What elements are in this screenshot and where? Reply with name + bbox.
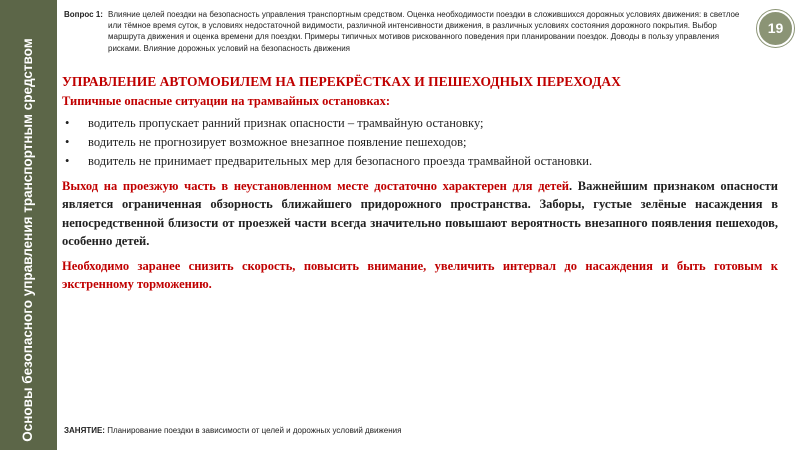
question-text: Влияние целей поездки на безопасность управления транспортным средством. Оценка необходимости поездки в сложившихся дорожных условиях движения: в светлое или тёмное время суток, в условиях недостаточной видимости, различной интенсивности движения, в различных условиях состояния дорожного покрытия. Выбор маршрута движения и оценка времени для поездки. Примеры типичных мотивов рискованного поведения при планировании поездок. Доводы в пользу управления рисками. Влияние дорожных условий на безопасность движения xyxy=(108,10,740,53)
main-content xyxy=(62,73,778,293)
bullet-text: водитель не прогнозирует возможное внезапное появление пешеходов; xyxy=(88,135,467,149)
paragraph-black-text: Важнейшим признаком опасности является ограниченная обзорность ближайшего придорожного пространства. Заборы, густые зелёные насаждения в непосредственной близости от проезжей части всегда значительно повышают вероятность внезапного появления пешеходов, особенно детей. xyxy=(62,179,778,249)
paragraph-separator: . xyxy=(568,179,578,193)
bullet-dot-icon: • xyxy=(65,154,70,168)
bullet-text: водитель не принимает предварительных мер для безопасного проезда трамвайной остановки. xyxy=(88,154,593,168)
footer xyxy=(64,426,401,435)
paragraph-red-text: Выход на проезжую часть в неустановленном месте достаточно характерен для детей xyxy=(62,179,569,193)
bullet-dot-icon: • xyxy=(65,116,70,130)
bullet-item xyxy=(62,133,778,152)
bullet-dot-icon: • xyxy=(65,135,70,149)
section-subheading: Типичные опасные ситуации на трамвайных остановках: xyxy=(62,94,391,108)
question-block xyxy=(64,9,748,54)
question-label: Вопрос 1: xyxy=(64,10,103,19)
slide-number-badge: 19 xyxy=(757,10,794,47)
bullet-item xyxy=(62,114,778,133)
footer-text: Планирование поездки в зависимости от целей и дорожных условий движения xyxy=(107,426,402,435)
sidebar xyxy=(0,0,57,450)
bullet-item xyxy=(62,152,778,171)
sidebar-title: Основы безопасного управления транспортным средством xyxy=(20,38,35,442)
bullet-list xyxy=(62,114,778,171)
paragraph-recommendation: Необходимо заранее снизить скорость, повысить внимание, увеличить интервал до насаждения и быть готовым к экстренному торможению. xyxy=(62,258,778,292)
bullet-text: водитель пропускает ранний признак опасности – трамвайную остановку; xyxy=(88,116,484,130)
footer-label: ЗАНЯТИЕ: xyxy=(64,426,105,435)
section-heading: УПРАВЛЕНИЕ АВТОМОБИЛЕМ НА ПЕРЕКРЁСТКАХ И ПЕШЕХОДНЫХ ПЕРЕХОДАХ xyxy=(62,74,621,89)
paragraph-children-crossing xyxy=(62,177,778,251)
